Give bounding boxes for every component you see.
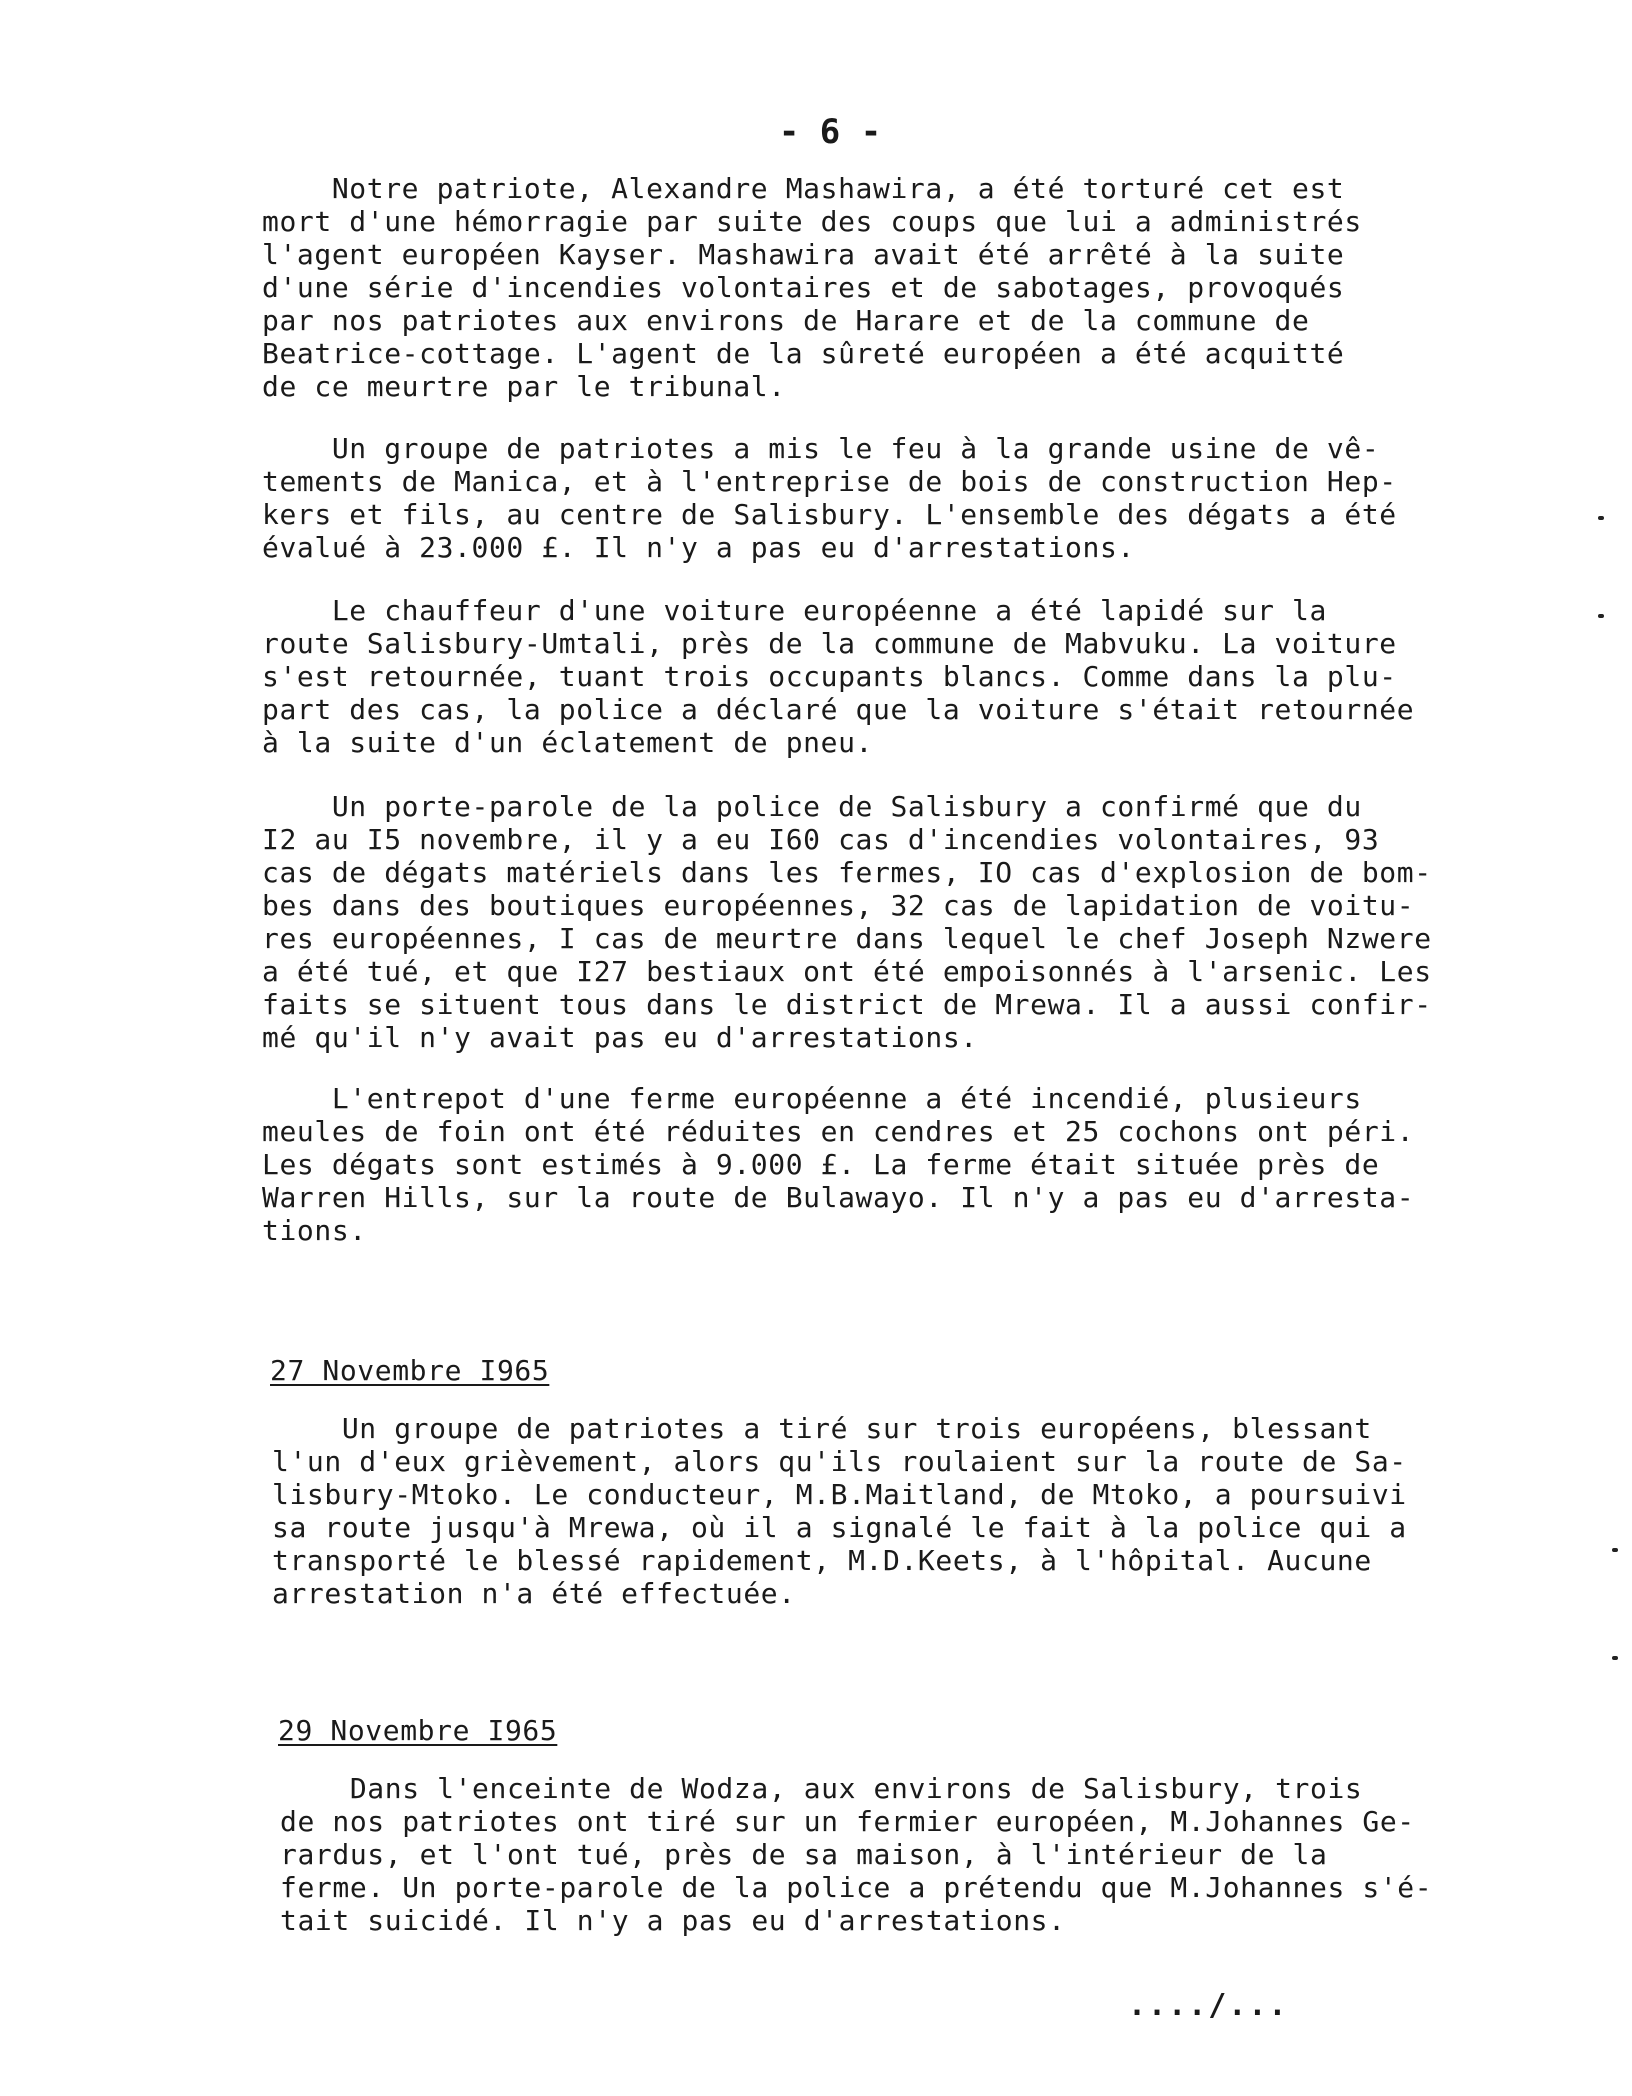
date-heading-29-novembre: 29 Novembre I965 [278,1714,558,1747]
text-line: route Salisbury-Umtali, près de la commune de Mabvuku. La voiture [262,627,1397,660]
scan-speck [1598,516,1604,520]
paragraph-5 [262,1082,1482,1247]
text-line: Warren Hills, sur la route de Bulawayo. Il n'y a pas eu d'arresta- [262,1181,1415,1214]
text-line: Beatrice-cottage. L'agent de la sûreté européen a été acquitté [262,337,1345,370]
page-number: - 6 - [778,112,882,152]
text-line: Dans l'enceinte de Wodza, aux environs de Salisbury, trois [280,1772,1363,1805]
text-line: à la suite d'un éclatement de pneu. [262,726,874,759]
text-line: a été tué, et que I27 bestiaux ont été empoisonnés à l'arsenic. Les [262,955,1432,988]
paragraph-7 [280,1772,1500,1937]
text-line: l'un d'eux grièvement, alors qu'ils roulaient sur la route de Sa- [272,1445,1407,1478]
text-line: mort d'une hémorragie par suite des coups que lui a administrés [262,205,1362,238]
text-line: tements de Manica, et à l'entreprise de bois de construction Hep- [262,465,1397,498]
text-line: par nos patriotes aux environs de Harare et de la commune de [262,304,1310,337]
scan-speck [1598,614,1604,618]
text-line: de ce meurtre par le tribunal. [262,370,786,403]
text-line: lisbury-Mtoko. Le conducteur, M.B.Maitland, de Mtoko, a poursuivi [272,1478,1407,1511]
text-line: L'entrepot d'une ferme européenne a été incendié, plusieurs [262,1082,1362,1115]
paragraph-2 [262,432,1482,564]
text-line: d'une série d'incendies volontaires et de sabotages, provoqués [262,271,1345,304]
text-line: I2 au I5 novembre, il y a eu I60 cas d'incendies volontaires, 93 [262,823,1380,856]
paragraph-4 [262,790,1482,1054]
text-line: Le chauffeur d'une voiture européenne a été lapidé sur la [262,594,1327,627]
text-line: Notre patriote, Alexandre Mashawira, a été torturé cet est [262,172,1345,205]
text-line: Un porte-parole de la police de Salisbury a confirmé que du [262,790,1362,823]
text-line: part des cas, la police a déclaré que la voiture s'était retournée [262,693,1415,726]
text-line: l'agent européen Kayser. Mashawira avait été arrêté à la suite [262,238,1345,271]
text-line: s'est retournée, tuant trois occupants blancs. Comme dans la plu- [262,660,1397,693]
text-line: de nos patriotes ont tiré sur un fermier européen, M.Johannes Ge- [280,1805,1415,1838]
continuation-mark: ..../... [1128,1988,1289,2023]
text-line: res européennes, I cas de meurtre dans lequel le chef Joseph Nzwere [262,922,1432,955]
text-line: évalué à 23.000 £. Il n'y a pas eu d'arrestations. [262,531,1135,564]
text-line: transporté le blessé rapidement, M.D.Keets, à l'hôpital. Aucune [272,1544,1372,1577]
scan-speck [1612,1548,1618,1552]
paragraph-1 [262,172,1482,403]
text-line: sa route jusqu'à Mrewa, où il a signalé le fait à la police qui a [272,1511,1407,1544]
text-line: kers et fils, au centre de Salisbury. L'ensemble des dégats a été [262,498,1397,531]
paragraph-3 [262,594,1482,759]
text-line: mé qu'il n'y avait pas eu d'arrestations. [262,1021,978,1054]
text-line: Un groupe de patriotes a tiré sur trois européens, blessant [272,1412,1372,1445]
text-line: bes dans des boutiques européennes, 32 cas de lapidation de voitu- [262,889,1415,922]
text-line: cas de dégats matériels dans les fermes, IO cas d'explosion de bom- [262,856,1432,889]
scan-speck [1612,1656,1618,1660]
text-line: tait suicidé. Il n'y a pas eu d'arrestations. [280,1904,1066,1937]
text-line: ferme. Un porte-parole de la police a prétendu que M.Johannes s'é- [280,1871,1433,1904]
text-line: meules de foin ont été réduites en cendres et 25 cochons ont péri. [262,1115,1415,1148]
text-line: Un groupe de patriotes a mis le feu à la grande usine de vê- [262,432,1380,465]
date-heading-27-novembre: 27 Novembre I965 [270,1354,550,1387]
text-line: Les dégats sont estimés à 9.000 £. La ferme était située près de [262,1148,1380,1181]
text-line: arrestation n'a été effectuée. [272,1577,796,1610]
text-line: tions. [262,1214,367,1247]
text-line: rardus, et l'ont tué, près de sa maison, à l'intérieur de la [280,1838,1328,1871]
text-line: faits se situent tous dans le district de Mrewa. Il a aussi confir- [262,988,1432,1021]
paragraph-6 [272,1412,1492,1610]
